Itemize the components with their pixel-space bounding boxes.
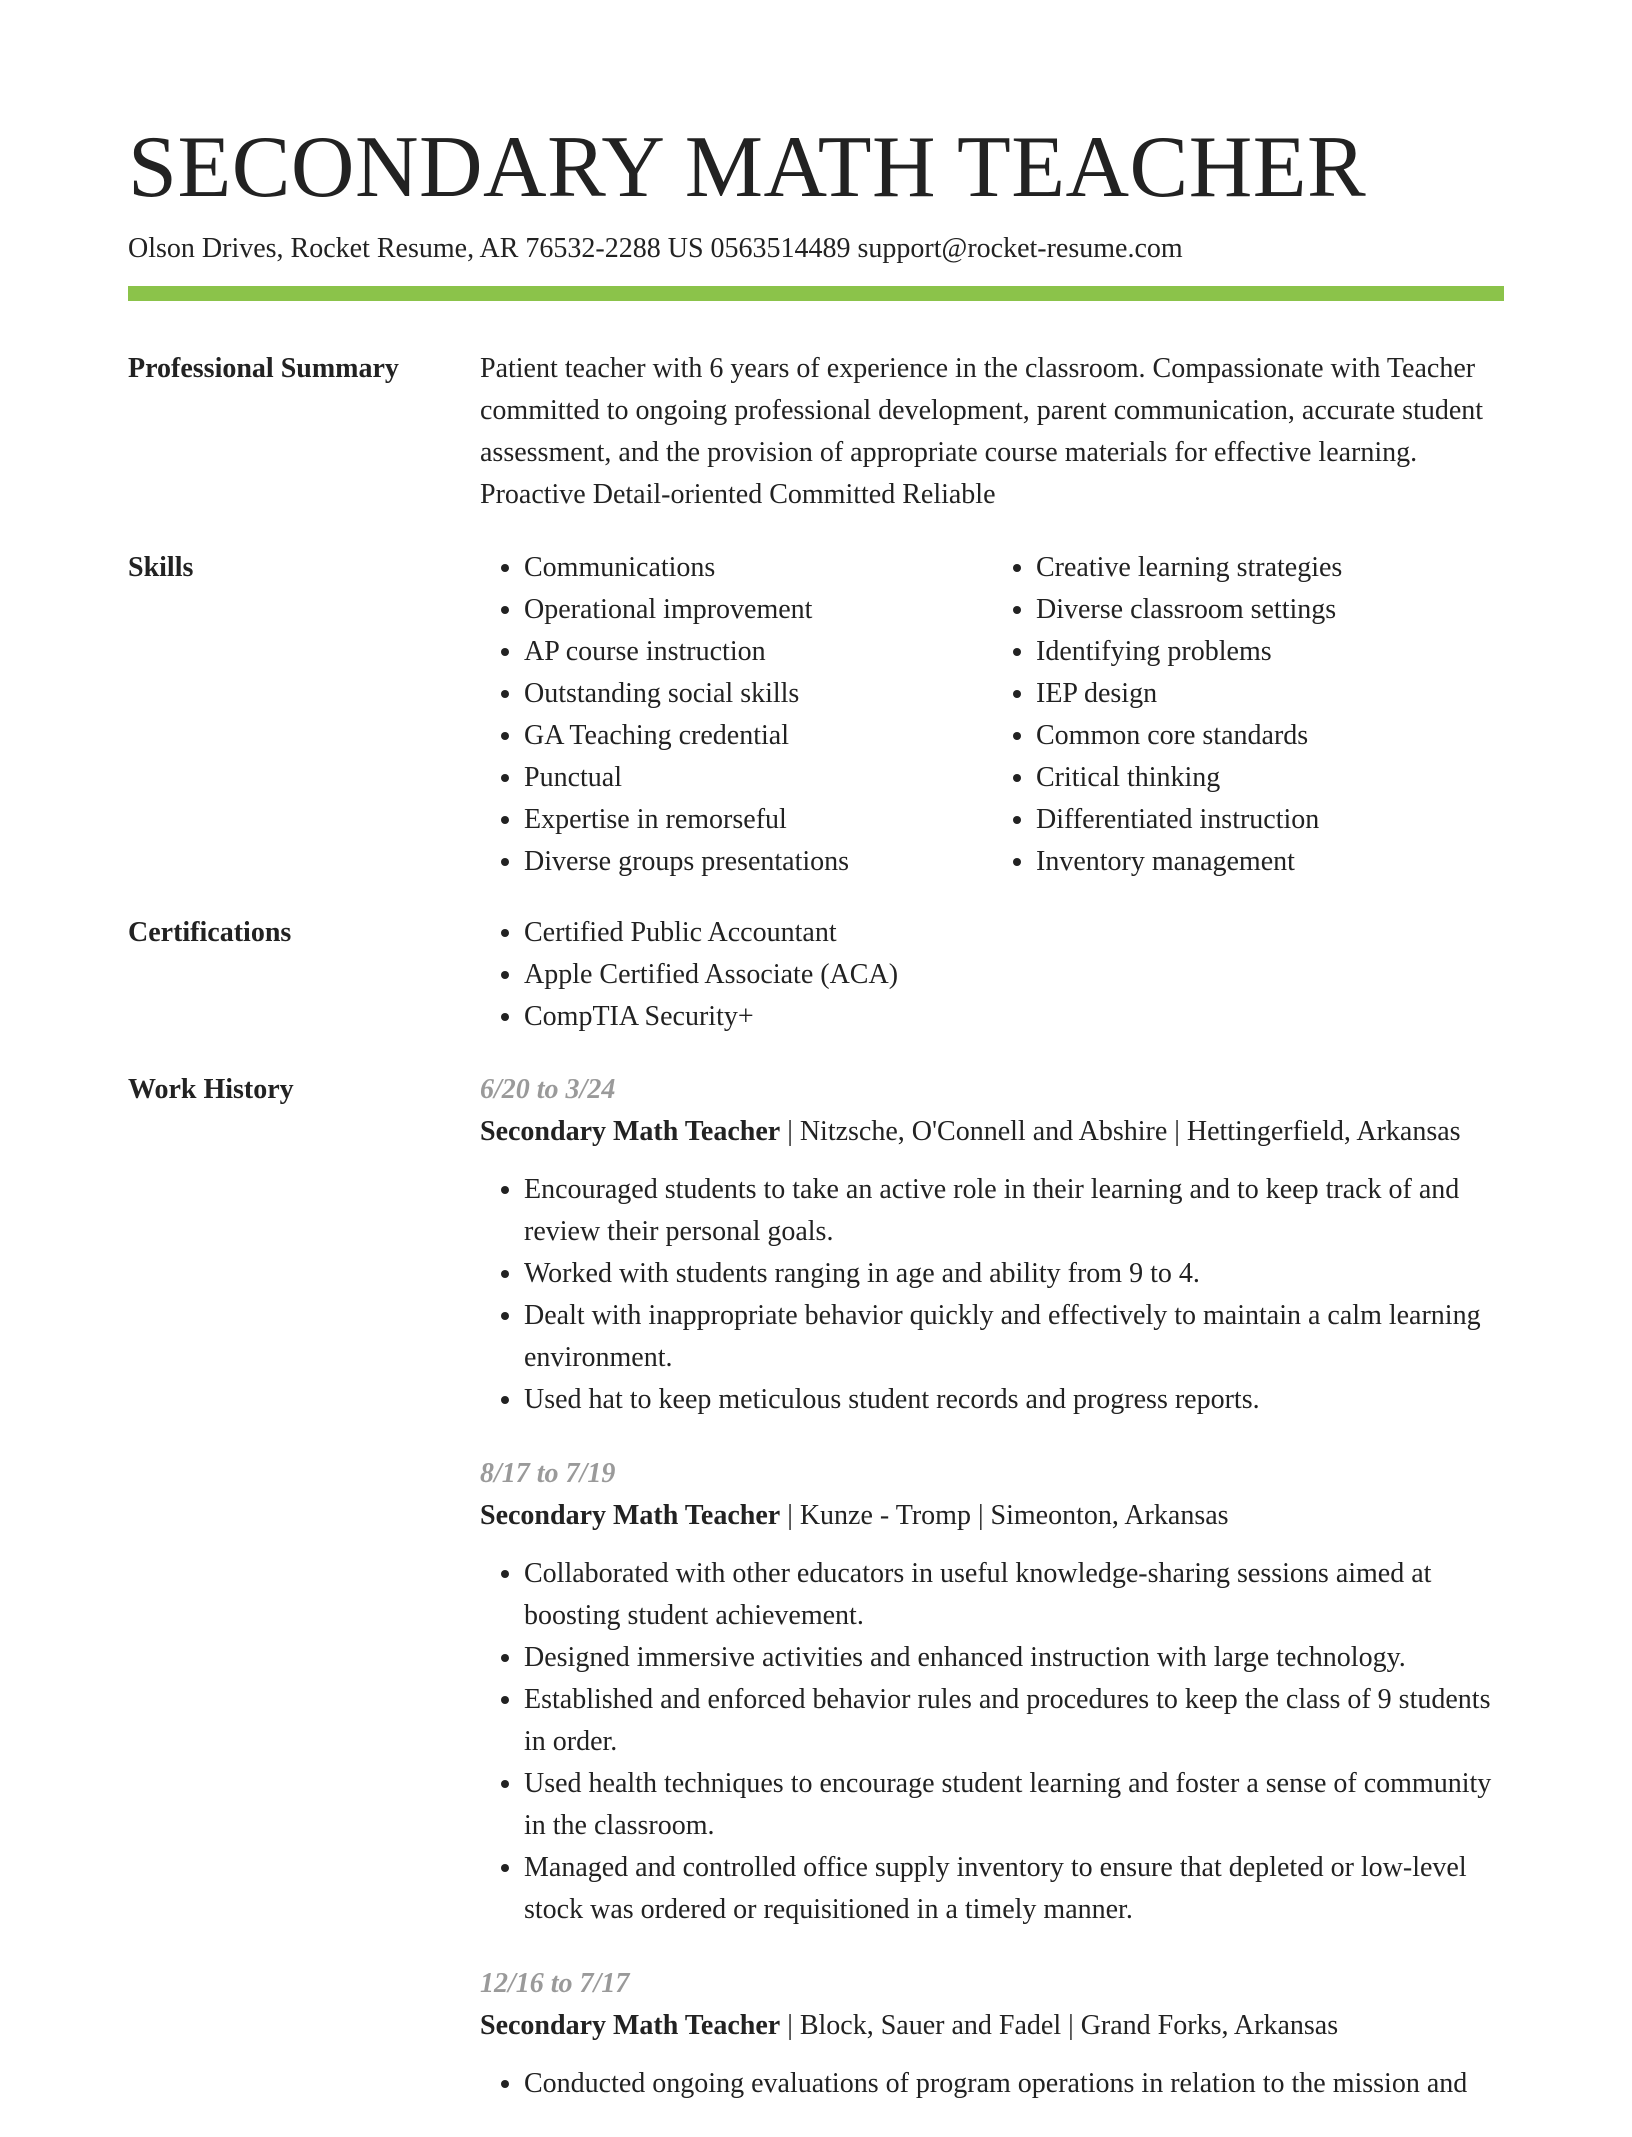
job-role-line	[480, 2005, 1504, 2047]
list-item: • Dealt with inappropriate behavior quickly and effectively to maintain a calm learning environment.	[524, 1295, 1504, 1379]
job-bullets	[480, 1169, 1504, 1421]
list-item: • Differentiated instruction	[1036, 799, 1504, 841]
list-item: • Critical thinking	[1036, 757, 1504, 799]
job-title: Secondary Math Teacher	[480, 2010, 781, 2041]
job-employer-location: | Kunze - Tromp | Simeonton, Arkansas	[780, 1500, 1229, 1531]
job-bullets	[480, 2063, 1504, 2105]
skills-list-left	[480, 547, 992, 883]
certifications-heading: Certifications	[128, 917, 292, 948]
list-item: • Common core standards	[1036, 715, 1504, 757]
job-employer-location: | Block, Sauer and Fadel | Grand Forks, Arkansas	[780, 2010, 1339, 2041]
list-item: • Designed immersive activities and enhanced instruction with large technology.	[524, 1637, 1504, 1679]
skills-heading: Skills	[128, 552, 194, 583]
job-dates: 8/17 to 7/19	[480, 1458, 616, 1489]
list-item: • Inventory management	[1036, 841, 1504, 883]
job-employer-location: | Nitzsche, O'Connell and Abshire | Hettingerfield, Arkansas	[780, 1116, 1461, 1147]
list-item: • Apple Certified Associate (ACA)	[524, 954, 1504, 996]
list-item: • CompTIA Security+	[524, 996, 1504, 1038]
job-role-line	[480, 1495, 1504, 1537]
work-history-list	[480, 1069, 1504, 2137]
job-entry	[480, 1963, 1504, 2105]
header-divider	[128, 286, 1504, 301]
list-item: • AP course instruction	[524, 631, 992, 673]
list-item: • Creative learning strategies	[1036, 547, 1504, 589]
list-item: • Certified Public Accountant	[524, 912, 1504, 954]
job-role-line	[480, 1111, 1504, 1153]
skills-list-right	[992, 547, 1504, 883]
work-history-heading: Work History	[128, 1074, 294, 1105]
job-title: Secondary Math Teacher	[480, 1500, 781, 1531]
list-item: • Diverse groups presentations	[524, 841, 992, 883]
summary-heading: Professional Summary	[128, 353, 399, 384]
list-item: • Used health techniques to encourage student learning and foster a sense of community in the classroom.	[524, 1763, 1504, 1847]
list-item: • Used hat to keep meticulous student records and progress reports.	[524, 1379, 1504, 1421]
job-entry	[480, 1453, 1504, 1931]
list-item: • Diverse classroom settings	[1036, 589, 1504, 631]
summary-text: Patient teacher with 6 years of experience in the classroom. Compassionate with Teacher committed to ongoing professional development, parent communication, accurate student assessment, and the provision of appropriate course materials for effective learning. Proactive Detail-oriented Committed Reliable	[480, 353, 1484, 510]
list-item: • Operational improvement	[524, 589, 992, 631]
list-item: • Established and enforced behavior rules and procedures to keep the class of 9 students in order.	[524, 1679, 1504, 1763]
list-item: • Collaborated with other educators in useful knowledge-sharing sessions aimed at boosting student achievement.	[524, 1553, 1504, 1637]
contact-line: Olson Drives, Rocket Resume, AR 76532-2288 US 0563514489 support@rocket-resume.com	[128, 233, 1183, 264]
list-item: • IEP design	[1036, 673, 1504, 715]
list-item: • Outstanding social skills	[524, 673, 992, 715]
list-item: • Managed and controlled office supply inventory to ensure that depleted or low-level stock was ordered or requisitioned in a timely manner.	[524, 1847, 1504, 1931]
list-item: • Communications	[524, 547, 992, 589]
list-item: • GA Teaching credential	[524, 715, 992, 757]
list-item: • Conducted ongoing evaluations of program operations in relation to the mission and	[524, 2063, 1504, 2105]
list-item: • Identifying problems	[1036, 631, 1504, 673]
job-entry	[480, 1069, 1504, 1421]
job-dates: 6/20 to 3/24	[480, 1074, 616, 1105]
job-title: Secondary Math Teacher	[480, 1116, 781, 1147]
job-dates: 12/16 to 7/17	[480, 1968, 630, 1999]
list-item: • Worked with students ranging in age and ability from 9 to 4.	[524, 1253, 1504, 1295]
list-item: • Encouraged students to take an active role in their learning and to keep track of and review their personal goals.	[524, 1169, 1504, 1253]
list-item: • Expertise in remorseful	[524, 799, 992, 841]
page-title: SECONDARY MATH TEACHER	[128, 119, 1367, 216]
certifications-list	[480, 912, 1504, 1038]
job-bullets	[480, 1553, 1504, 1931]
list-item: • Punctual	[524, 757, 992, 799]
